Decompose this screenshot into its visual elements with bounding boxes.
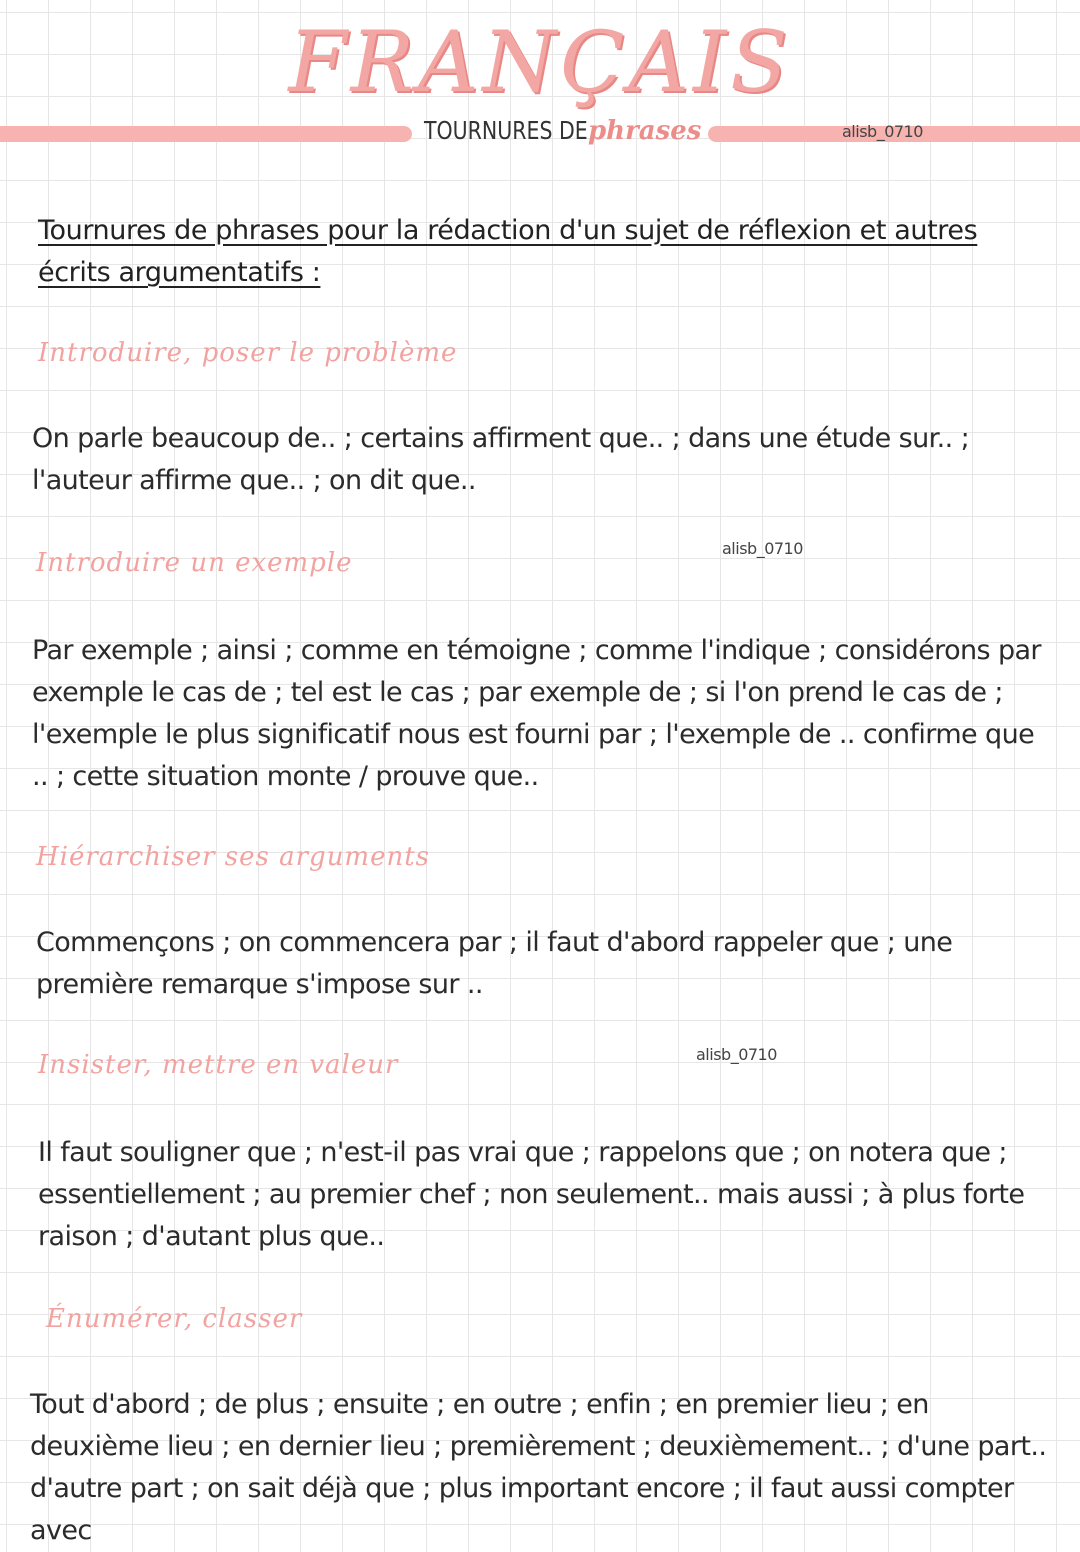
section-title-emphasis: Insister, mettre en valeur	[38, 1050, 399, 1080]
page-subtitle	[424, 116, 701, 156]
section-title-hierarchy: Hiérarchiser ses arguments	[36, 842, 431, 872]
section-text-enumerate: Tout d'abord ; de plus ; ensuite ; en outre ; enfin ; en premier lieu ; en deuxième lieu ; en dernier lieu ; premièrement ; deuxièmement.. ; d'une part.. d'autre part ; on sait déjà que ; plus important encore ; il faut aussi compter avec	[30, 1389, 1047, 1546]
intro-heading: Tournures de phrases pour la rédaction d'un sujet de réflexion et autres écrits argumentatifs :	[38, 215, 978, 288]
watermark-handle: alisb_0710	[722, 539, 803, 558]
section-text-example: Par exemple ; ainsi ; comme en témoigne ; comme l'indique ; considérons par exemple le cas de ; tel est le cas ; par exemple de ; si l'on prend le cas de ; l'exemple le plus significatif nous est fourni par ; l'exemple de .. confirme que .. ; cette situation monte / prouve que..	[32, 635, 1041, 792]
subtitle-accent: phrases	[588, 116, 702, 146]
subtitle-plain: TOURNURES DE	[424, 116, 588, 145]
section-text-introduce: On parle beaucoup de.. ; certains affirment que.. ; dans une étude sur.. ; l'auteur affirme que.. ; on dit que..	[32, 423, 970, 496]
watermark-handle: alisb_0710	[696, 1045, 777, 1064]
section-text-hierarchy: Commençons ; on commencera par ; il faut d'abord rappeler que ; une première remarque s'impose sur ..	[36, 927, 953, 1000]
section-title-example: Introduire un exemple	[36, 548, 353, 578]
author-handle: alisb_0710	[842, 122, 923, 141]
header-band-left	[0, 126, 412, 142]
page-title: FRANÇAIS	[288, 13, 792, 111]
section-title-enumerate: Énumérer, classer	[46, 1304, 303, 1334]
section-text-emphasis: Il faut souligner que ; n'est-il pas vrai que ; rappelons que ; on notera que ; essentiellement ; au premier chef ; non seulement.. mais aussi ; à plus forte raison ; d'autant plus que..	[38, 1137, 1025, 1252]
section-title-introduce: Introduire, poser le problème	[38, 338, 458, 368]
